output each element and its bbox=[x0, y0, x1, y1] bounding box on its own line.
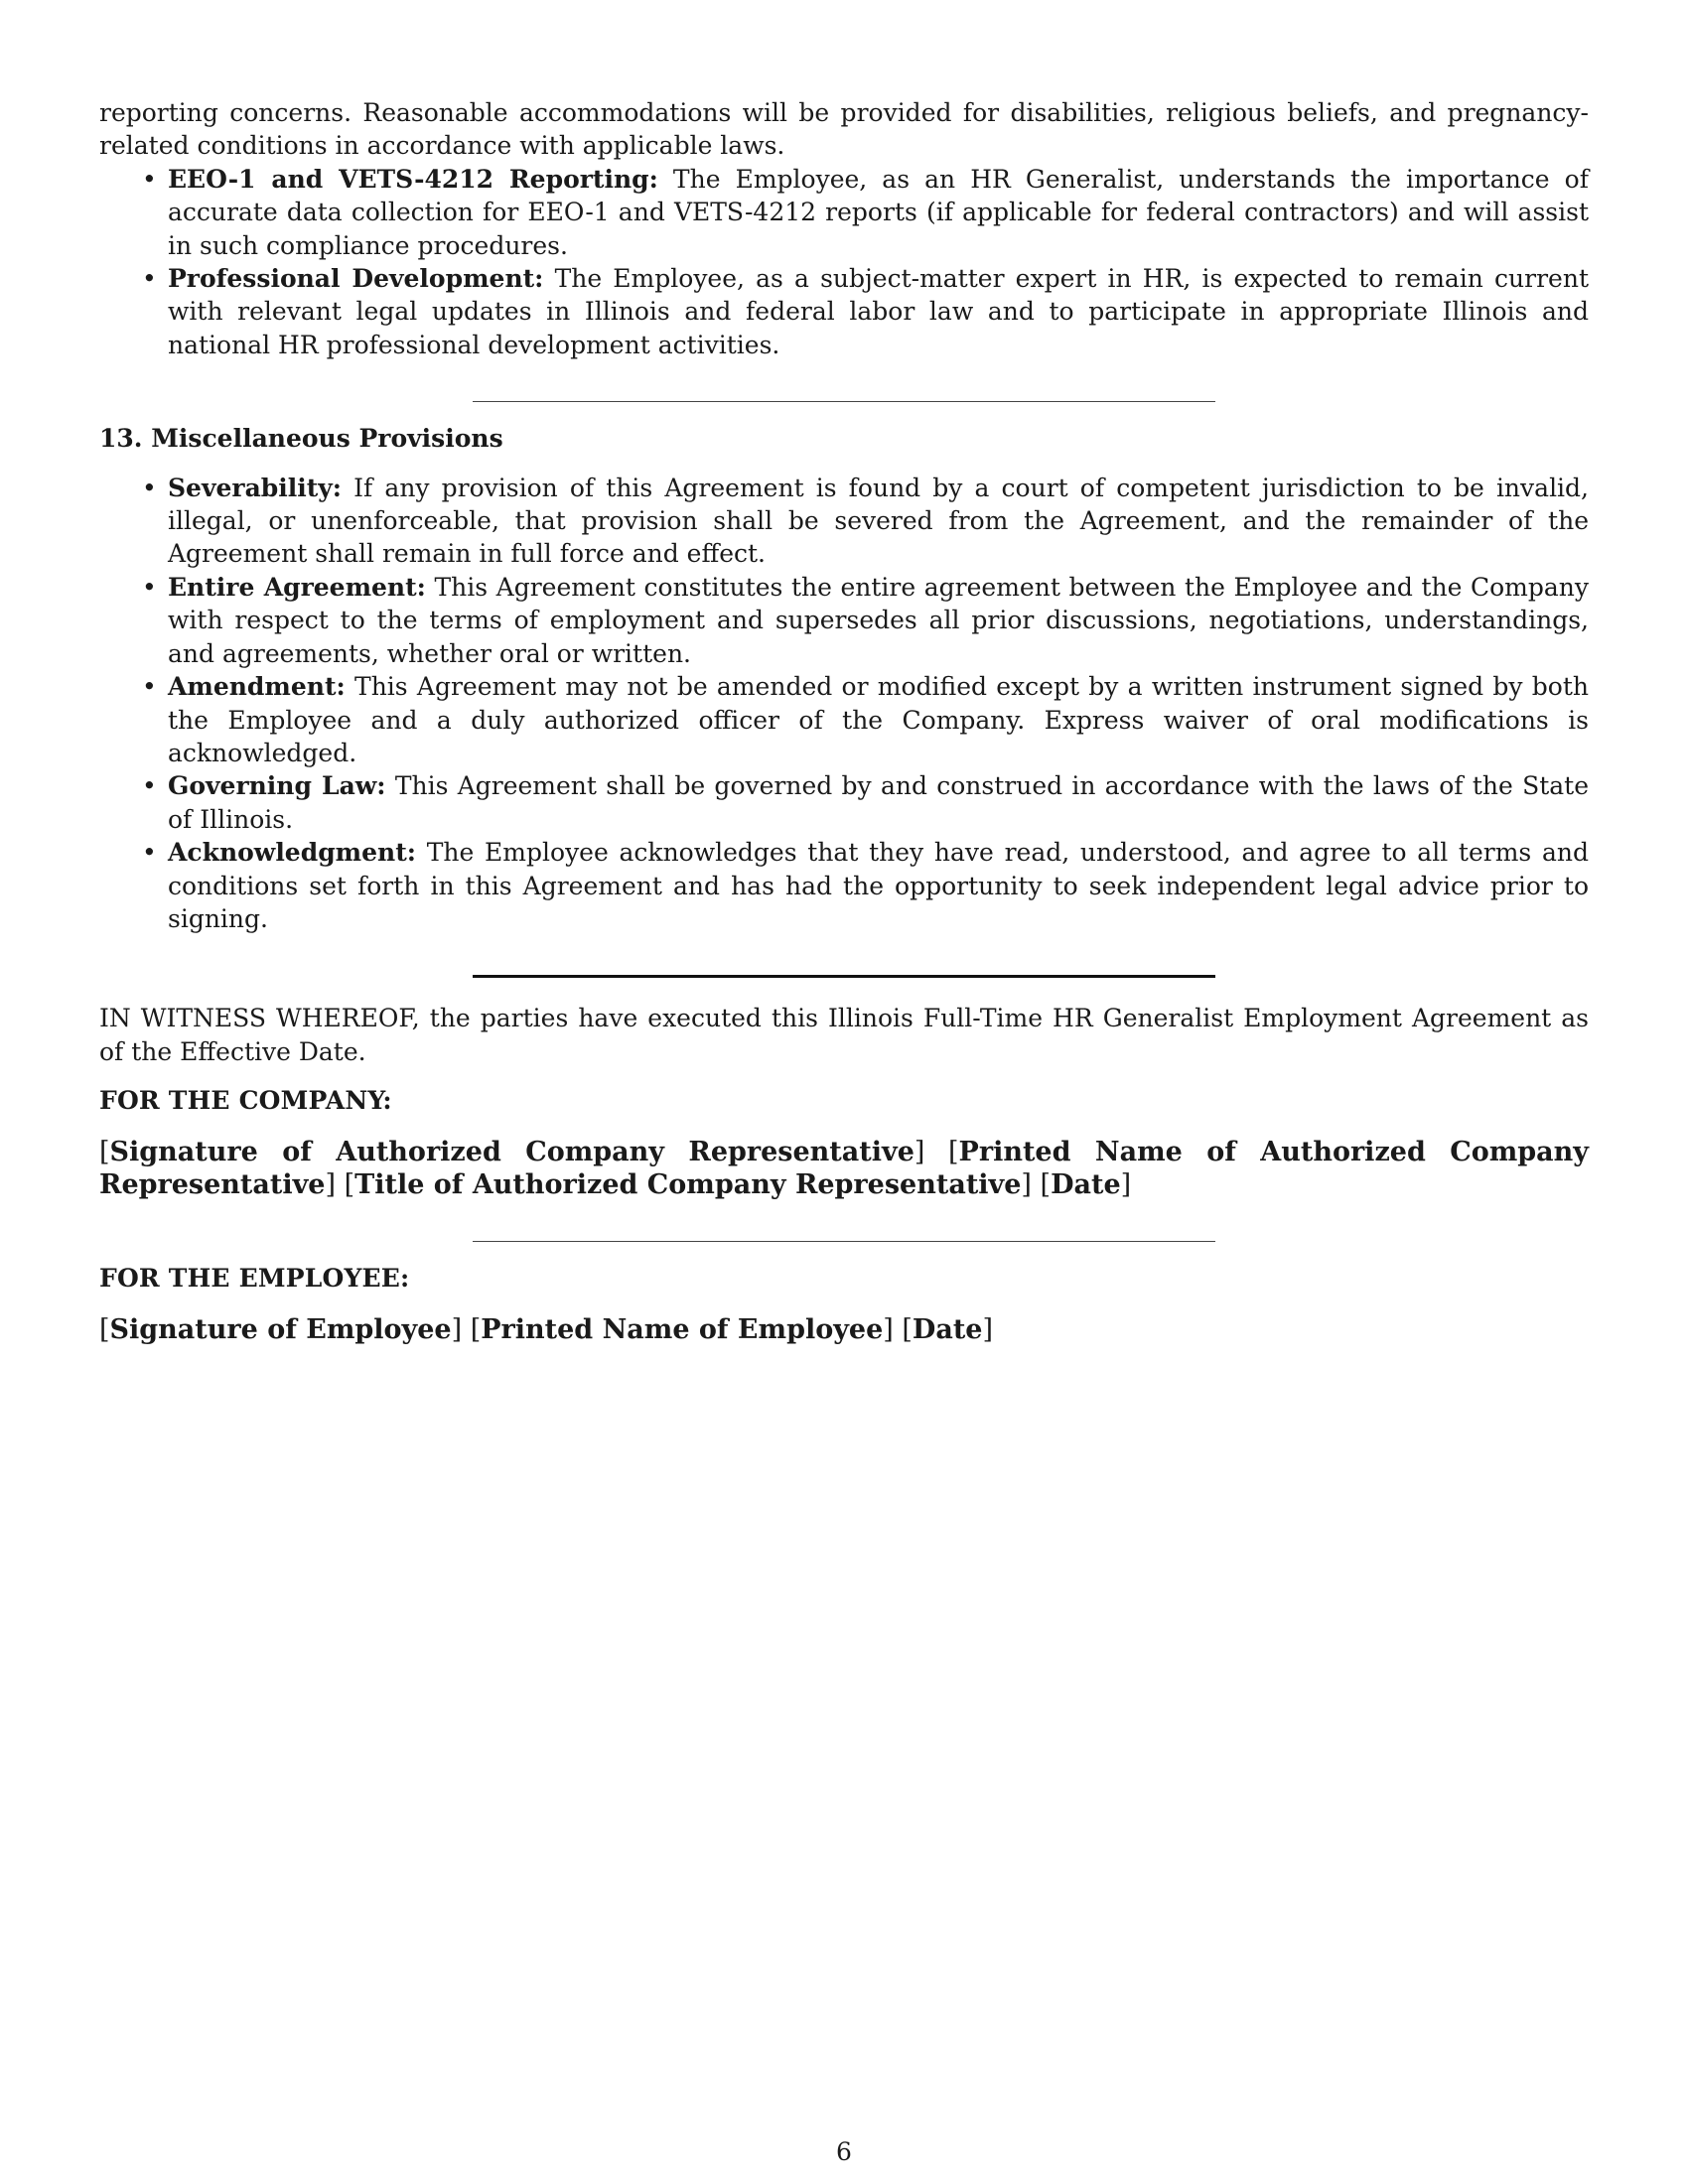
provisions-list bbox=[99, 472, 1589, 936]
document-page bbox=[99, 99, 1589, 1346]
section-divider bbox=[473, 975, 1215, 978]
compliance-list bbox=[99, 163, 1589, 361]
continued-paragraph: reporting concerns. Reasonable accommodations will be provided for disabilities, religious beliefs, and pregnancy-related conditions in accordance with applicable laws. bbox=[99, 98, 1589, 161]
section-heading: 13. Miscellaneous Provisions bbox=[99, 424, 503, 454]
list-item bbox=[168, 836, 1589, 935]
item-term: Amendment: bbox=[168, 672, 346, 702]
employee-date: Date bbox=[912, 1313, 983, 1345]
list-item bbox=[168, 769, 1589, 836]
company-date: Date bbox=[1051, 1168, 1121, 1200]
list-item bbox=[168, 163, 1589, 262]
item-text: This Agreement may not be amended or modified except by a written instrument signed by both the Employee and a duly authorized officer of the Company. Express waiver of oral modifications is acknowledged. bbox=[168, 672, 1589, 767]
list-item bbox=[168, 262, 1589, 361]
item-text: The Employee, as an HR Generalist, understands the importance of accurate data collection for EEO-1 and VETS-4212 reports (if applicable for federal contractors) and will assist in such compliance procedures. bbox=[168, 164, 1589, 260]
section-divider bbox=[473, 1241, 1215, 1242]
company-heading: FOR THE COMPANY: bbox=[99, 1086, 392, 1116]
employee-heading: FOR THE EMPLOYEE: bbox=[99, 1264, 410, 1294]
item-text: The Employee acknowledges that they have read, understood, and agree to all terms and conditions set forth in this Agreement and has had the opportunity to seek independent legal advice prior to signing. bbox=[168, 838, 1590, 933]
company-signature-block: [Signature of Authorized Company Representative] [Printed Name of Authorized Company Representative] [Title of Authorized Company Representative] [Date] bbox=[99, 1136, 1589, 1200]
company-title: Title of Authorized Company Representative bbox=[354, 1168, 1022, 1200]
section-divider bbox=[473, 401, 1215, 402]
company-signature: Signature of Authorized Company Representative bbox=[109, 1136, 914, 1167]
item-term: Acknowledgment: bbox=[168, 838, 416, 868]
item-term: Entire Agreement: bbox=[168, 572, 426, 602]
item-term: Professional Development: bbox=[168, 264, 544, 294]
item-term: EEO-1 and VETS-4212 Reporting: bbox=[168, 164, 658, 194]
list-item bbox=[168, 571, 1589, 670]
item-text: If any provision of this Agreement is found by a court of competent jurisdiction to be invalid, illegal, or unenforceable, that provision shall be severed from the Agreement, and the remainder of the Agreement shall remain in full force and effect. bbox=[168, 473, 1590, 569]
item-text: This Agreement shall be governed by and construed in accordance with the laws of the State of Illinois. bbox=[168, 771, 1589, 834]
list-item bbox=[168, 472, 1589, 571]
employee-signature-block: [Signature of Employee] [Printed Name of Employee] [Date] bbox=[99, 1313, 994, 1345]
company-printed-name: Printed Name of Authorized Company Representative bbox=[99, 1136, 1589, 1200]
item-term: Severability: bbox=[168, 473, 343, 502]
witness-paragraph: IN WITNESS WHEREOF, the parties have executed this Illinois Full-Time HR Generalist Employment Agreement as of the Effective Date. bbox=[99, 1004, 1589, 1066]
item-term: Governing Law: bbox=[168, 771, 386, 801]
item-text: The Employee, as a subject-matter expert in HR, is expected to remain current with relevant legal updates in Illinois and federal labor law and to participate in appropriate Illinois and national HR professional development activities. bbox=[168, 264, 1590, 359]
employee-signature: Signature of Employee bbox=[109, 1313, 452, 1345]
employee-printed-name: Printed Name of Employee bbox=[481, 1313, 884, 1345]
item-text: This Agreement constitutes the entire agreement between the Employee and the Company with respect to the terms of employment and supersedes all prior discussions, negotiations, understandings, and agreements, whether oral or written. bbox=[168, 572, 1589, 668]
list-item bbox=[168, 670, 1589, 769]
page-number: 6 bbox=[836, 2137, 852, 2166]
